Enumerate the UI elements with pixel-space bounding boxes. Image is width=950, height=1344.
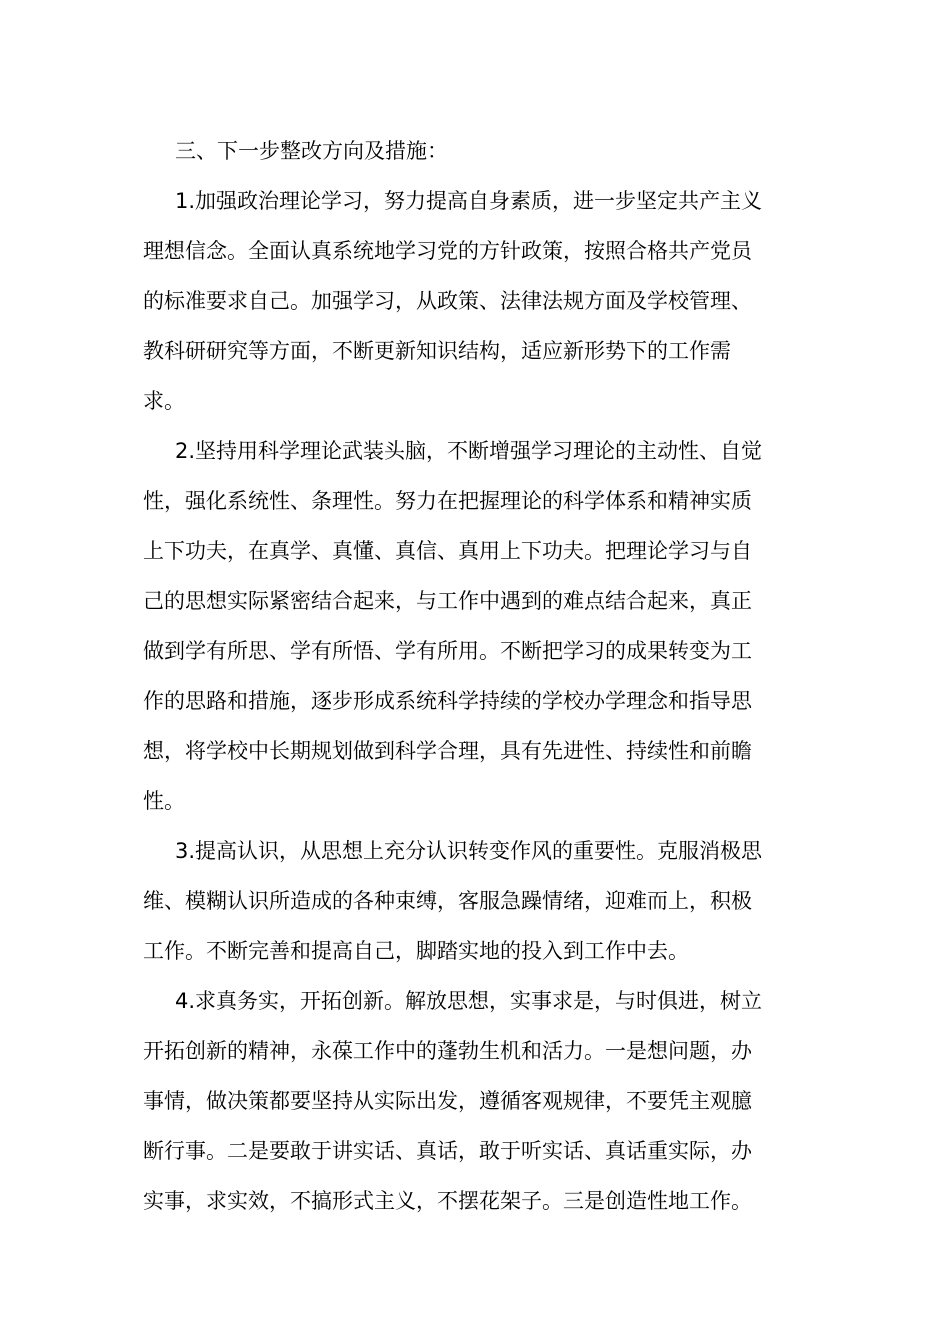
paragraph-2: 2.坚持用科学理论武装头脑，不断增强学习理论的主动性、自觉 性，强化系统性、条理性。努力在把握理论的科学体系和精神实质 上下功夫，在真学、真懂、真信、真用上下功夫。把理论学习与自 己的思想实际紧密结合起来，与工作中遇到的难点结合起来，真正 做到学有所思、学有所悟、学有所用。不断把学习的成果转变为工 作的思路和措施，逐步形成系统科学持续的学校办学理念和指导思 想，将学校中长期规划做到科学合理，具有先进性、持续性和前瞻 性。: [143, 439, 763, 813]
paragraph-1: 1.加强政治理论学习，努力提高自身素质，进一步坚定共产主义 理想信念。全面认真系统地学习党的方针政策，按照合格共产党员 的标准要求自己。加强学习，从政策、法律法规方面及学校管理、 教科研研究等方面，不断更新知识结构，适应新形势下的工作需 求。: [143, 189, 763, 413]
paragraph-3: 3.提高认识，从思想上充分认识转变作风的重要性。克服消极思 维、模糊认识所造成的各种束缚，客服急躁情绪，迎难而上，积极 工作。不断完善和提高自己，脚踏实地的投入到工作中去。: [143, 839, 763, 963]
section-heading: 三、下一步整改方向及措施：: [175, 139, 448, 163]
document-body: [143, 126, 808, 1226]
paragraph-4: 4.求真务实，开拓创新。解放思想，实事求是，与时俱进，树立 开拓创新的精神，永葆工作中的蓬勃生机和活力。一是想问题，办 事情，做决策都要坚持从实际出发，遵循客观规律，不要凭主观臆 断行事。二是要敢于讲实话、真话，敢于听实话、真话重实际，办 实事，求实效，不搞形式主义，不摆花架子。三是创造性地工作。: [143, 989, 763, 1213]
